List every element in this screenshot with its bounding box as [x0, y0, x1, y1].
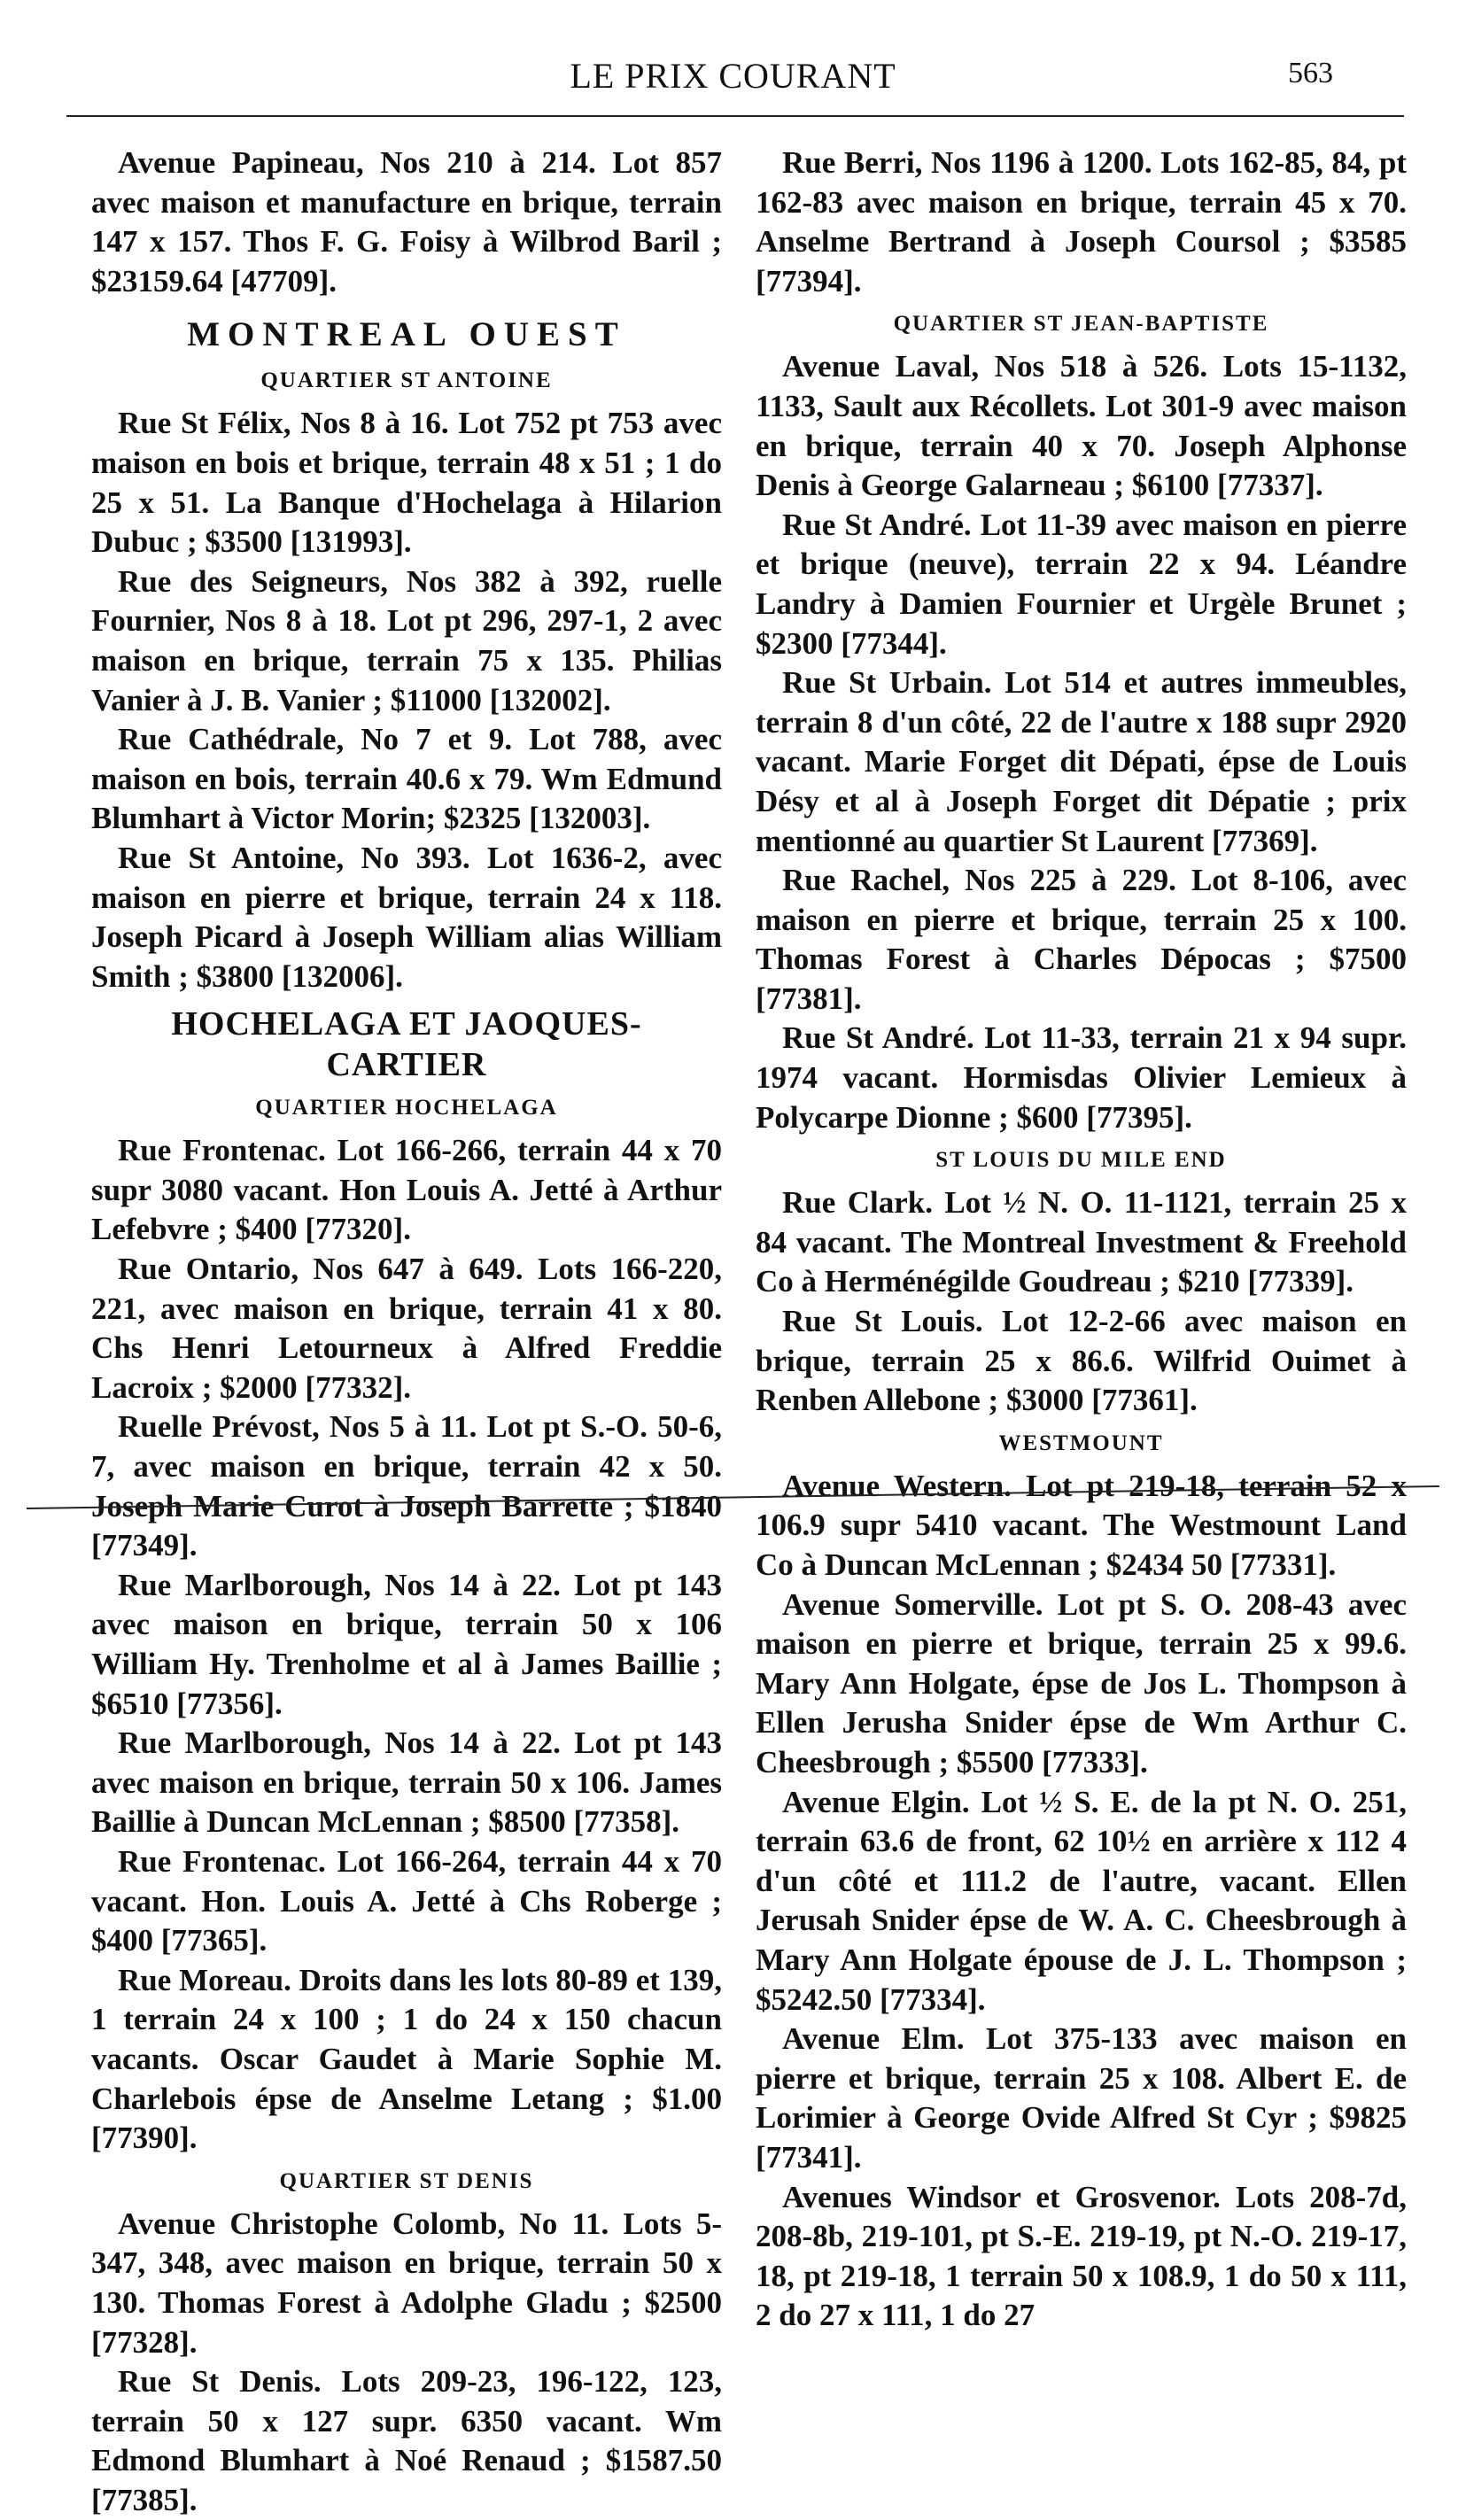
listing-entry: Rue St Louis. Lot 12-2-66 avec maison en brique, terrain 25 x 86.6. Wilfrid Ouimet à Renben Allebone ; $3000 [77361]. [756, 1304, 1407, 1418]
section-heading: QUARTIER ST DENIS [279, 2168, 534, 2193]
listing-entry: Rue St Denis. Lots 209-23, 196-122, 123, terrain 50 x 127 supr. 6350 vacant. Wm Edmond Blumhart à Noé Renaud ; $1587.50 [77385]. [91, 2364, 722, 2517]
page-header [0, 55, 1466, 108]
listing-entry: Avenues Windsor et Grosvenor. Lots 208-7d, 208-8b, 219-101, pt S.-E. 219-19, pt N.-O. 219-17, 18, pt 219-18, 1 terrain 50 x 108.9, 1 do 50 x 111, 2 do 27 x 111, 1 do 27 [756, 2179, 1407, 2333]
listing-entry: Avenue Laval, Nos 518 à 526. Lots 15-1132, 1133, Sault aux Récollets. Lot 301-9 avec maison en brique, terrain 40 x 70. Joseph Alphonse Denis à George Galarneau ; $6100 [77337]. [756, 349, 1407, 503]
section-heading: QUARTIER ST JEAN-BAPTISTE [893, 312, 1269, 337]
listing-entry: Rue St Urbain. Lot 514 et autres immeubles, terrain 8 d'un côté, 22 de l'autre x 188 supr 2920 vacant. Marie Forget dit Dépati, épse de Louis Désy et al à Joseph Forget dit Dépatie ; prix mentionné au quartier St Laurent [77369]. [756, 665, 1407, 858]
listing-entry: Avenue Papineau, Nos 210 à 214. Lot 857 avec maison et manufacture en brique, terrain 147 x 157. Thos F. G. Foisy à Wilbrod Baril ; $23159.64 [47709]. [91, 145, 722, 299]
listing-entry: Rue Cathédrale, No 7 et 9. Lot 788, avec maison en bois, terrain 40.6 x 79. Wm Edmund Blumhart à Victor Morin; $2325 [132003]. [91, 722, 722, 836]
listing-entry: Avenue Western. Lot pt 219-18, terrain 52 x 106.9 supr 5410 vacant. The Westmount Land Co à Duncan McLennan ; $2434 50 [77331]. [756, 1468, 1407, 1582]
listing-entry: Avenue Elgin. Lot ½ S. E. de la pt N. O. 251, terrain 63.6 de front, 62 10½ en arrière x 112 4 d'un côté et 111.2 de l'autre, vacant. Ellen Jerusah Snider épse de W. A. C. Cheesbrough à Mary Ann Holgate épouse de J. L. Thompson ; $5242.50 [77334]. [756, 1784, 1407, 2017]
section-heading: ST LOUIS DU MILE END [935, 1148, 1227, 1173]
listing-entry: Rue St André. Lot 11-39 avec maison en pierre et brique (neuve), terrain 22 x 94. Léandre Landry à Damien Fournier et Urgèle Brunet ; $2300 [77344]. [756, 507, 1407, 661]
right-column [756, 143, 1407, 2336]
listing-entry: Rue des Seigneurs, Nos 382 à 392, ruelle Fournier, Nos 8 à 18. Lot pt 296, 297-1, 2 avec maison en brique, terrain 75 x 135. Philias Vanier à J. B. Vanier ; $11000 [132002]. [91, 563, 722, 717]
listing-entry: Avenue Christophe Colomb, No 11. Lots 5-347, 348, avec maison en brique, terrain 50 x 130. Thomas Forest à Adolphe Gladu ; $2500 [77328]. [91, 2206, 722, 2360]
section-heading: HOCHELAGA ET JAOQUES-CARTIER [171, 1005, 642, 1084]
listing-entry: Rue Moreau. Droits dans les lots 80-89 et 139, 1 terrain 24 x 100 ; 1 do 24 x 150 chacun vacants. Oscar Gaudet à Marie Sophie M. Charlebois épse de Anselme Letang ; $1.00 [77390]. [91, 1962, 722, 2156]
listing-entry: Rue Clark. Lot ½ N. O. 11-1121, terrain 25 x 84 vacant. The Montreal Investment & Freehold Co à Herménégilde Goudreau ; $210 [77339]. [756, 1185, 1407, 1299]
listing-entry: Avenue Somerville. Lot pt S. O. 208-43 avec maison en pierre et brique, terrain 25 x 99.6. Mary Ann Holgate, épse de Jos L. Thompson à Ellen Jerusha Snider épse de Wm Arthur C. Cheesbrough ; $5500 [77333]. [756, 1586, 1407, 1780]
running-title: LE PRIX COURANT [570, 56, 896, 96]
listing-entry: Rue Rachel, Nos 225 à 229. Lot 8-106, avec maison en pierre et brique, terrain 25 x 100. Thomas Forest à Charles Dépocas ; $7500 [77381]. [756, 863, 1407, 1016]
section-heading: MONTREAL OUEST [187, 315, 626, 354]
header-rule [66, 115, 1404, 117]
listing-entry: Rue St André. Lot 11-33, terrain 21 x 94 supr. 1974 vacant. Hormisdas Olivier Lemieux à Polycarpe Dionne ; $600 [77395]. [756, 1020, 1407, 1135]
listing-entry: Rue Marlborough, Nos 14 à 22. Lot pt 143 avec maison en brique, terrain 50 x 106 William Hy. Trenholme et al à James Baillie ; $6510 [77356]. [91, 1567, 722, 1721]
listing-entry: Rue Ontario, Nos 647 à 649. Lots 166-220, 221, avec maison en brique, terrain 41 x 80. Chs Henri Letourneux à Alfred Freddie Lacroix ; $2000 [77332]. [91, 1252, 722, 1405]
left-column [91, 143, 722, 2520]
listing-entry: Rue Marlborough, Nos 14 à 22. Lot pt 143 avec maison en brique, terrain 50 x 106. James Baillie à Duncan McLennan ; $8500 [77358]. [91, 1725, 722, 1840]
listing-entry: Rue St Antoine, No 393. Lot 1636-2, avec maison en pierre et brique, terrain 24 x 118. Joseph Picard à Joseph William alias William Smith ; $3800 [132006]. [91, 840, 722, 994]
listing-entry: Rue Frontenac. Lot 166-266, terrain 44 x 70 supr 3080 vacant. Hon Louis A. Jetté à Arthur Lefebvre ; $400 [77320]. [91, 1133, 722, 1247]
section-heading: WESTMOUNT [998, 1431, 1164, 1455]
listing-entry: Ruelle Prévost, Nos 5 à 11. Lot pt S.-O. 50-6, 7, avec maison en brique, terrain 42 x 50. Joseph Marie Curot à Joseph Barrette ; $1840 [77349]. [91, 1409, 722, 1563]
section-heading: QUARTIER ST ANTOINE [260, 368, 553, 393]
section-heading: QUARTIER HOCHELAGA [255, 1096, 558, 1120]
listing-entry: Rue Frontenac. Lot 166-264, terrain 44 x 70 vacant. Hon. Louis A. Jetté à Chs Roberge ; $400 [77365]. [91, 1843, 722, 1958]
listing-entry: Avenue Elm. Lot 375-133 avec maison en pierre et brique, terrain 25 x 108. Albert E. de Lorimier à George Ovide Alfred St Cyr ; $9825 [77341]. [756, 2021, 1407, 2175]
listing-entry: Rue Berri, Nos 1196 à 1200. Lots 162-85, 84, pt 162-83 avec maison en brique, terrain 45 x 70. Anselme Bertrand à Joseph Coursol ; $3585 [77394]. [756, 145, 1407, 299]
page-number: 563 [1288, 57, 1333, 89]
listing-entry: Rue St Félix, Nos 8 à 16. Lot 752 pt 753 avec maison en bois et brique, terrain 48 x 51 ; 1 do 25 x 51. La Banque d'Hochelaga à Hilarion Dubuc ; $3500 [131993]. [91, 406, 722, 560]
